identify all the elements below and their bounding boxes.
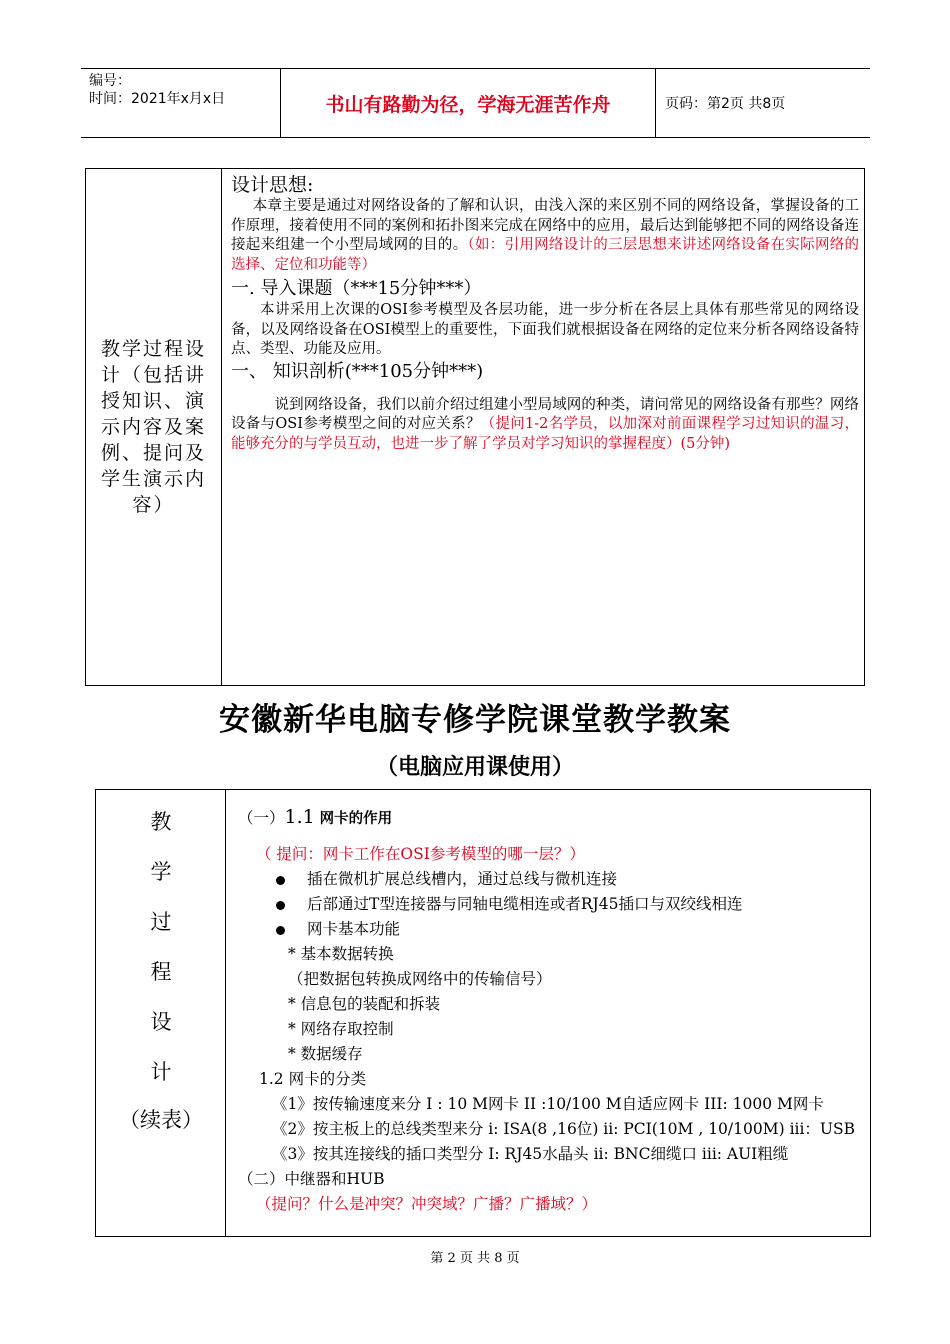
- bullet-icon: [276, 901, 285, 910]
- label-char: 教: [150, 810, 172, 834]
- sub-list-note: （把数据包转换成网络中的传输信号）: [288, 970, 552, 988]
- design-row-content: [231, 173, 859, 454]
- process-row-label: [96, 790, 226, 1236]
- analysis-text: 说到网络设备，我们以前介绍过组建小型局域网的种类，请问常见的网络设备有那些？网络设备与OSI参考模型之间的对应关系？（提问1-2名学员，以加深对前面课程学习过知识的温习，能够充分的与学员互动，也进一步了解了学员对学习知识的掌握程度）(5分钟): [231, 396, 859, 452]
- sub-title: （电脑应用课使用）: [375, 755, 574, 780]
- intro-text: 本讲采用上次课的OSI参考模型及各层功能，进一步分析在各层上具体有那些常见的网络设备，以及网络设备在OSI模型上的重要性，下面我们就根据设备在网络的定位来分析各网络设备特点、类型、功能及应用。: [231, 302, 859, 357]
- question-collision: （提问？什么是冲突？冲突域？广播？广播域？）: [256, 1195, 598, 1213]
- label-char: （续表）: [119, 1108, 203, 1132]
- design-thought-title: 设计思想:: [231, 174, 314, 196]
- header-meta: [81, 69, 281, 137]
- page-header: [81, 68, 870, 138]
- list-item: 网卡基本功能: [276, 919, 400, 939]
- design-thought-text: 本章主要是通过对网络设备的了解和认识，由浅入深的来区别不同的网络设备，掌握设备的工作原理，接着使用不同的案例和拓扑图来完成在网络中的应用，最后达到能够把不同的网络设备连接起来组建一个小型局域网的目的。（如：引用网络设计的三层思想来讲述网络设备在实际网络的选择、定位和功能等）: [231, 198, 860, 273]
- page-footer: 第 2 页 共 8 页: [430, 1251, 520, 1266]
- label-char: 设: [150, 1010, 172, 1034]
- analysis-heading: 一、 知识剖析(***105分钟***): [231, 360, 484, 382]
- design-row-label-text: 教学过程设计（包括讲授知识、演示内容及案例、提问及学生演示内容）: [100, 338, 206, 516]
- analysis-note: （提问1-2名学员，以加深对前面课程学习过知识的温习，能够充分的与学员互动，也进一步了解了学员对学习知识的掌握程度）(5分钟): [231, 416, 859, 452]
- process-row-content: [226, 790, 870, 1236]
- label-char: 计: [150, 1060, 172, 1084]
- nic-heading: （一）1.1 网卡的作用: [238, 806, 393, 828]
- bullet-icon: [276, 876, 285, 885]
- label-char: 过: [150, 910, 172, 934]
- header-page-info: 页码：第2页 共8页: [665, 96, 786, 112]
- header-motto: 书山有路勤为径，学海无涯苦作舟: [281, 69, 656, 137]
- classification-item: 《2》按主板上的总线类型来分 i: ISA(8 ,16位) ii: PCI(10M , 10/100M) iii：USB: [272, 1120, 856, 1138]
- nic-classification-heading: 1.2 网卡的分类: [259, 1070, 367, 1088]
- repeater-hub-heading: （二）中继器和HUB: [238, 1170, 385, 1188]
- time-label: 时间：2021年x月x日: [89, 91, 226, 107]
- list-item: 后部通过T型连接器与同轴电缆相连或者RJ45插口与双绞线相连: [276, 894, 742, 914]
- classification-item: 《3》按其连接线的插口类型分 I: RJ45水晶头 ii: BNC细缆口 iii: AUI粗缆: [272, 1145, 789, 1163]
- sub-list-item: * 信息包的装配和拆装: [288, 995, 441, 1013]
- design-thought-note: （如：引用网络设计的三层思想来讲述网络设备在实际网络的选择、定位和功能等）: [231, 237, 860, 273]
- sub-list-item: * 数据缓存: [288, 1045, 363, 1063]
- classification-item: 《1》按传输速度来分 I : 10 M网卡 II :10/100 M自适应网卡 III: 1000 M网卡: [272, 1095, 824, 1113]
- list-item: 插在微机扩展总线槽内，通过总线与微机连接: [276, 869, 617, 889]
- design-row-label: [86, 169, 222, 685]
- sub-list-item: * 网络存取控制: [288, 1020, 394, 1038]
- main-title: 安徽新华电脑专修学院课堂教学教案: [219, 702, 731, 738]
- intro-heading: 一. 导入课题（***15分钟***）: [231, 278, 482, 299]
- label-char: 学: [150, 860, 172, 884]
- label-char: 程: [150, 960, 172, 984]
- question-osi-layer: （ 提问：网卡工作在OSI参考模型的哪一层？）: [256, 845, 585, 863]
- bullet-icon: [276, 926, 285, 935]
- design-table: [85, 168, 865, 686]
- process-table: [95, 789, 871, 1237]
- number-label: 编号：: [89, 73, 131, 89]
- sub-list-item: * 基本数据转换: [288, 945, 394, 963]
